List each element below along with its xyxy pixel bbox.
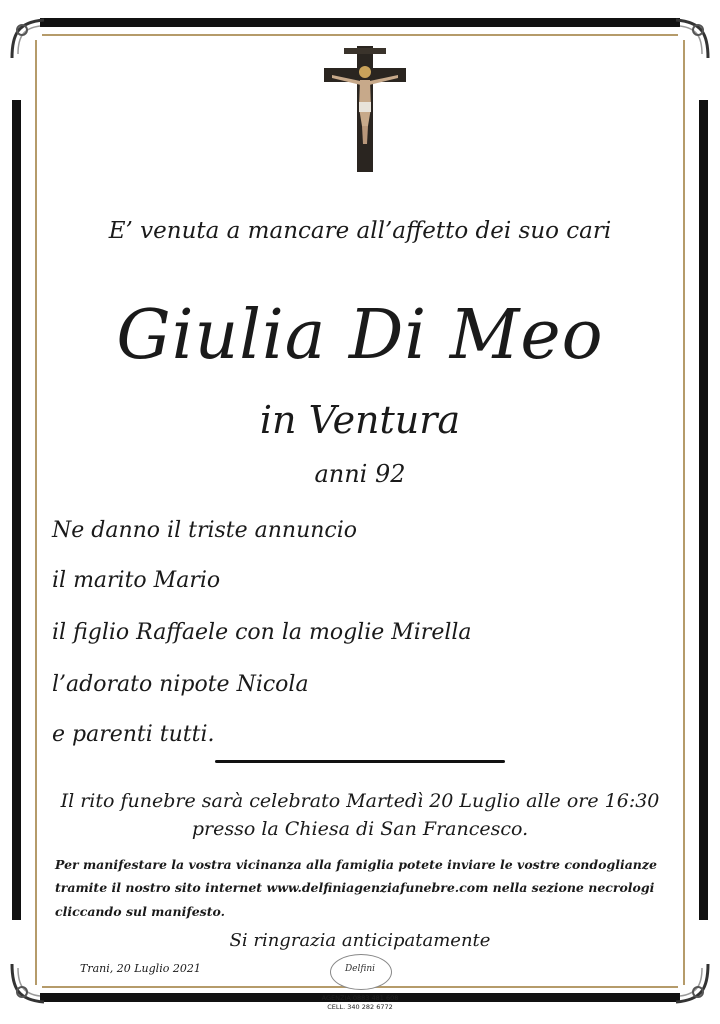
mourner-line: e parenti tutti.: [52, 722, 215, 747]
mourner-line: l’adorato nipote Nicola: [52, 672, 309, 697]
ornament-corner-icon: [672, 14, 712, 62]
thanks-text: Si ringrazia anticipatamente: [229, 930, 491, 951]
ornament-corner-icon: [672, 960, 712, 1008]
funeral-info: Il rito funebre sarà celebrato Martedì 20 Luglio alle ore 16:30: [60, 790, 660, 812]
mourner-line: il figlio Raffaele con la moglie Mirella: [52, 620, 472, 645]
place-date: Trani, 20 Luglio 2021: [80, 962, 201, 975]
age-text: anni 92: [314, 460, 406, 488]
ornament-corner-icon: [8, 960, 48, 1008]
deceased-name: Giulia Di Meo: [116, 296, 604, 375]
agency-logo: [318, 954, 402, 1018]
married-name: in Ventura: [259, 398, 461, 442]
gold-border-right: [683, 40, 685, 985]
condolence-text: cliccando sul manifesto.: [55, 904, 225, 919]
gold-border-top: [42, 34, 678, 36]
logo-name: Delfini: [344, 964, 376, 974]
ornament-corner-icon: [8, 14, 48, 62]
mourner-line: Ne danno il triste annuncio: [52, 518, 358, 543]
intro-text: E’ venuta a mancare all’affetto dei suo cari: [108, 218, 612, 244]
condolence-text: tramite il nostro sito internet www.delfiniagenziafunebre.com nella sezione necrologi: [55, 880, 655, 895]
gold-border-left: [35, 40, 37, 985]
frame-top-bar: [40, 18, 680, 27]
mourner-line: il marito Mario: [52, 568, 221, 593]
crucifix-icon: [324, 46, 406, 172]
agency-phone: AGENZIA 0883 481 608: [321, 994, 399, 1002]
divider-line: [215, 760, 505, 763]
funeral-location: presso la Chiesa di San Francesco.: [191, 818, 529, 840]
agency-cell: CELL. 340 282 6772: [327, 1003, 393, 1011]
condolence-text: Per manifestare la vostra vicinanza alla famiglia potete inviare le vostre condoglianze: [55, 857, 657, 872]
